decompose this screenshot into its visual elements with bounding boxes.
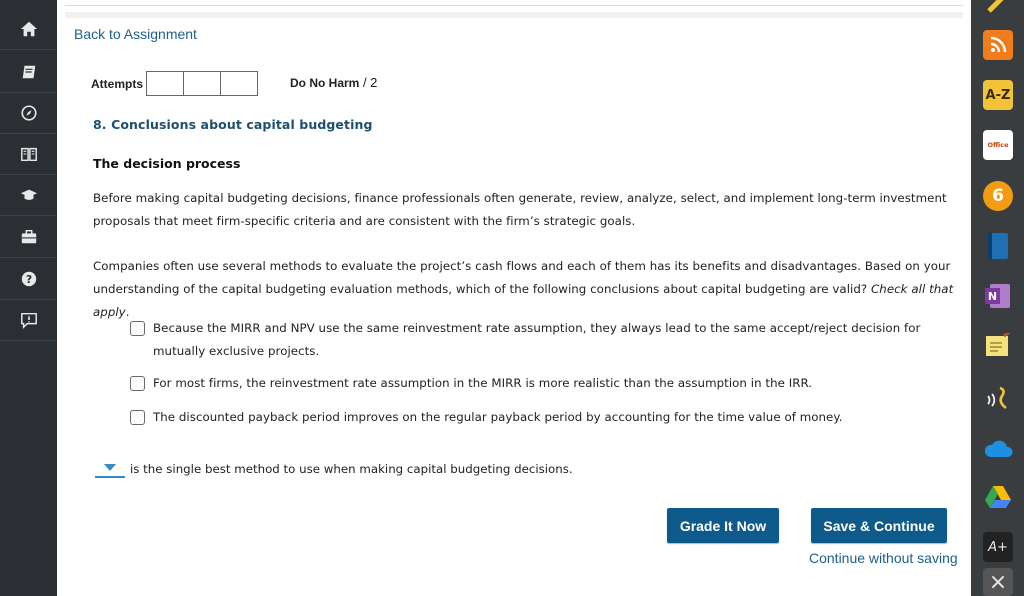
nav-open-book[interactable] xyxy=(0,134,57,175)
option-text: For most firms, the reinvestment rate assumption in the MIRR is more realistic than the assumption in the IRR. xyxy=(153,376,813,390)
attempts-label: Attempts xyxy=(91,76,144,91)
svg-text:N: N xyxy=(987,290,998,303)
save-continue-button[interactable]: Save & Continue xyxy=(811,508,947,543)
a-plus-icon[interactable]: A+ xyxy=(983,532,1013,562)
instruction-text: Check all that apply xyxy=(93,282,954,319)
nav-home[interactable] xyxy=(0,9,57,50)
attempt-box xyxy=(220,71,258,96)
attempt-box xyxy=(183,71,221,96)
nav-compass[interactable] xyxy=(0,93,57,134)
briefcase-icon xyxy=(20,228,38,246)
question-text: Companies often use several methods to evaluate the project’s cash flows and each of them has its benefits and disadvantages. Based on your understanding of the capital budgeting evaluation methods, which of the following conclusions about capital budgeting are valid? xyxy=(93,259,951,296)
a-z-icon[interactable]: A-Z xyxy=(983,80,1013,110)
question-title: 8. Conclusions about capital budgeting xyxy=(93,117,373,132)
option-text: The discounted payback period improves on the regular payback period by accounting for the time value of money. xyxy=(153,410,843,424)
do-no-harm-label: Do No Harm xyxy=(290,76,360,90)
nav-briefcase[interactable] xyxy=(0,217,57,258)
divider xyxy=(65,5,963,6)
checkbox[interactable] xyxy=(130,321,145,336)
nav-courses[interactable] xyxy=(0,175,57,216)
compass-icon xyxy=(20,104,38,122)
option-text: Because the MIRR and NPV use the same reinvestment rate assumption, they always lead to the same accept/reject decision for mutually exclusive projects. xyxy=(153,321,921,358)
close-icon[interactable]: × xyxy=(983,568,1013,596)
attempt-box xyxy=(146,71,184,96)
intro-paragraph: Before making capital budgeting decisions, finance professionals often generate, review, analyze, select, and implement long-term investment proposals that meet firm-specific criteria and are consistent with the firm’s strategic goals. xyxy=(93,191,947,228)
nav-notebook[interactable] xyxy=(0,52,57,93)
nav-feedback[interactable] xyxy=(0,300,57,341)
onenote-icon[interactable] xyxy=(983,281,1013,311)
assignment-panel xyxy=(57,0,971,596)
checkbox[interactable] xyxy=(130,410,145,425)
book-icon[interactable] xyxy=(983,231,1013,261)
home-icon xyxy=(20,20,38,38)
do-no-harm-total: / 2 xyxy=(359,75,378,90)
method-dropdown[interactable] xyxy=(95,460,125,478)
notebook-icon xyxy=(20,63,38,81)
help-icon xyxy=(20,270,38,288)
open-book-icon xyxy=(20,145,38,163)
back-to-assignment-link[interactable]: Back to Assignment xyxy=(74,26,197,42)
graduation-cap-icon xyxy=(20,186,38,204)
read-aloud-icon[interactable] xyxy=(983,383,1013,413)
nav-help[interactable] xyxy=(0,259,57,300)
chevron-down-icon xyxy=(104,464,116,471)
do-no-harm-score xyxy=(290,75,377,90)
pencil-icon[interactable] xyxy=(983,0,1013,16)
dropdown-sentence: is the single best method to use when making capital budgeting decisions. xyxy=(130,462,573,476)
left-nav xyxy=(0,0,57,596)
rss-icon[interactable] xyxy=(983,30,1013,60)
note-icon[interactable] xyxy=(983,331,1013,361)
extensions-dock xyxy=(971,0,1024,596)
checkbox[interactable] xyxy=(130,376,145,391)
continue-without-saving-link[interactable]: Continue without saving xyxy=(809,550,958,566)
option-1[interactable] xyxy=(130,320,950,363)
option-2[interactable] xyxy=(130,375,950,395)
feedback-icon xyxy=(20,311,38,329)
attempts-tracker xyxy=(91,71,258,96)
six-icon[interactable]: 6 xyxy=(983,181,1013,211)
grade-it-now-button[interactable]: Grade It Now xyxy=(667,508,779,543)
svg-text:?: ? xyxy=(25,273,32,287)
divider xyxy=(65,12,963,18)
option-3[interactable] xyxy=(130,409,950,429)
onedrive-icon[interactable] xyxy=(983,433,1013,463)
office-icon[interactable]: Office xyxy=(983,130,1013,160)
section-heading: The decision process xyxy=(93,156,241,171)
question-paragraph: Companies often use several methods to evaluate the project’s cash flows and each of them has its benefits and disadvantages. Based on your understanding of the capital budgeting evaluation methods, which of the following conclusions about capital budgeting are valid? Check all that apply. xyxy=(93,259,954,319)
google-drive-icon[interactable] xyxy=(983,482,1013,512)
